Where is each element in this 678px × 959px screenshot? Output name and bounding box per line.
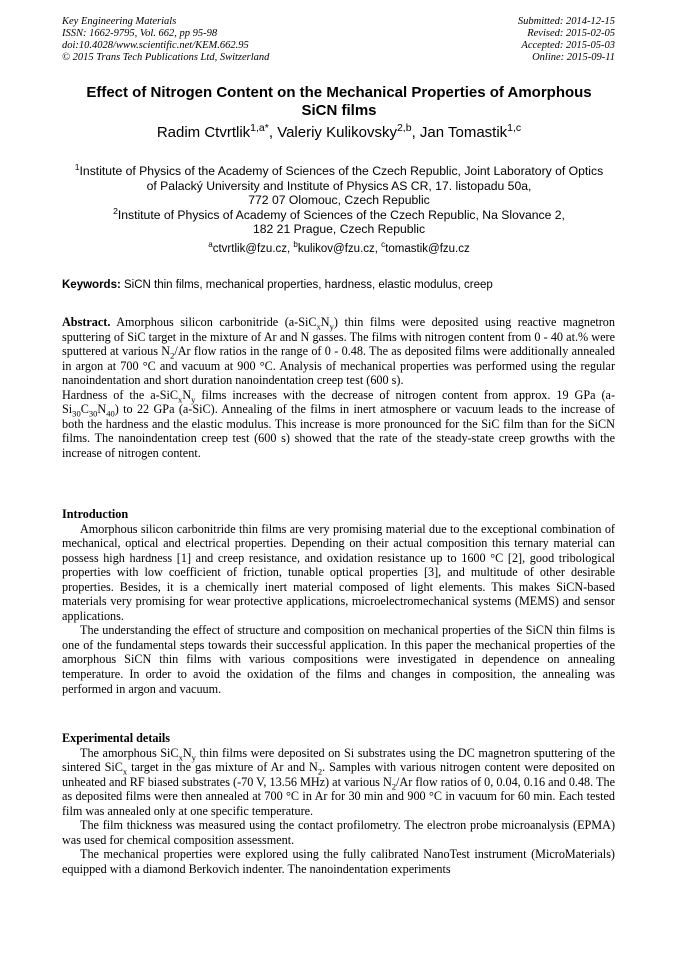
affiliation-2-line-1 [50,205,628,223]
affil-text: Institute of Physics of the Academy of Sciences of the Czech Republic, Joint Laboratory of Optics [79,164,604,178]
keywords [62,278,617,292]
doi-line: doi:10.4028/www.scientific.net/KEM.662.95 [62,40,249,51]
author-list: Radim Ctvrtlik$^{1,a*}$, Valeriy Kulikovsky$^{2,b}$, Jan Tomastik$^{1,c}$ [156,122,522,141]
affil-sup: 2 [113,205,118,216]
introduction-paragraph-2: The understanding the effect of structure and composition on mechanical properties of the SiCN thin films is one of the fundamental steps towards their successful application. In this paper the mechanical properties of the amorphous SiCN thin films with various compositions were investigated in dependence on annealing temperature. In order to avoid the oxidation of the films and changes in composition, the annealing was performed in argon and vacuum. [62,623,615,696]
abstract-text: ) thin films were deposited using reactive magnetron sputtering of SiC target in the mixture of Ar and N gasses. The films with nitrogen content from 0 - 40 at.% were sputtered at various N [62,315,615,359]
introduction-paragraph-1: Amorphous silicon carbonitride thin films are very promising material due to the exceptional combination of mechanical, optical and electrical properties. Depending on their actual composition this ternary material can possess high hardness [1] and creep resistance, and oxidation resistance up to 1600 °C [2], good tribological properties with low coefficient of friction, tunable optical properties [3], and multitude of other desirable properties. Besides, it is a chemically inert material composed of light elements. This makes SiCN-based materials very promising for wear protective applications, microelectromechanical systems (MEMS) and sensor applications. [62,521,615,623]
copyright-line: © 2015 Trans Tech Publications Ltd, Switzerland [62,52,270,63]
author-name: Valeriy Kulikovsky [277,124,397,141]
abstract-paragraph-2 [62,388,615,461]
email-link[interactable]: tomastik@fzu.cz [385,243,470,255]
introduction-section [62,507,615,696]
subscript: y [191,751,196,762]
subscript: y [329,321,334,332]
abstract-text: Hardness of the a-SiC [62,387,179,402]
affiliation-2-line-2: 182 21 Prague, Czech Republic [252,222,426,237]
body-text: target in the gas mixture of Ar and N [127,760,318,775]
affiliation-1-line-2: of Palacký University and Institute of Physics AS CR, 17. listopadu 50a, [146,178,532,193]
journal-name: Key Engineering Materials [62,16,177,27]
abstract-text: N [320,315,330,329]
subscript: x [316,321,321,332]
experimental-paragraph-2: The film thickness was measured using the contact profilometry. The electron probe microanalysis (EPMA) was used for chemical composition assessment. [62,818,615,847]
subscript: x [178,751,183,762]
author-affil-sup: 2,b [396,122,412,134]
abstract-text: C [80,402,89,417]
affiliation-1-line-1 [50,161,628,179]
title-line-2: SiCN films [301,102,377,119]
author-emails: $^a$ctvrtlik@fzu.cz, $^b$kulikov@fzu.cz, $^c$tomastik@fzu.cz [208,240,470,255]
subscript: y [191,394,196,405]
author-name: Radim Ctvrtlik [156,124,251,141]
subscript: 2 [391,781,397,792]
experimental-paragraph-3: The mechanical properties were explored using the fully calibrated NanoTest instrument (MicroMaterials) equipped with a diamond Berkovich indenter. The nanoindentation experiments [62,847,615,876]
email-sup: b [293,240,298,250]
experimental-section [62,731,615,876]
introduction-heading: Introduction [62,507,129,521]
abstract-text: /Ar flow ratios in the range of 0 - 0.48. The as deposited films were additionally annealed in argon at 700 °C and vacuum at 900 °C. Analysis of mechanical properties was performed using the regular nanoindentation and short duration nanoindentation creep test (600 s). [62,344,615,388]
abstract-label: Abstract. [62,315,111,329]
subscript: x [122,766,128,777]
submitted-date: Submitted: 2014-12-15 [517,16,615,27]
keywords-label: Keywords: [62,279,121,291]
subscript: 30 [88,408,98,419]
email-sup: c [381,240,386,250]
subscript: 30 [72,408,81,419]
journal-info [62,16,269,64]
abstract-text: N [182,387,192,402]
subscript: x [178,394,183,405]
abstract-text: ) to 22 GPa (a-SiC). Annealing of the films in inert atmosphere or vacuum leads to the increase of both the hardness and the elastic modulus. This increase is more pronounced for the SiC film than for the SiCN films. The nanoindentation creep test (600 s) showed that the rate of the steady-state creep growths with the increase of nitrogen content. [62,402,615,460]
paper-title [55,84,623,120]
abstract-section [62,315,615,460]
revised-date: Revised: 2015-02-05 [527,28,615,39]
title-line-1: Effect of Nitrogen Content on the Mechanical Properties of Amorphous [86,84,592,101]
body-text: /Ar flow ratios of 0, 0.04, 0.16 and 0.48. The as deposited films were then annealed at 700 °C in Ar for 30 min and 900 °C in vacuum for 60 min. Each tested film was annealed only at one specific temperature. [62,774,615,818]
subscript: 2 [170,350,175,361]
affiliation-1-line-3: 772 07 Olomouc, Czech Republic [248,193,430,208]
body-text: thin films were deposited on Si substrates using the DC magnetron sputtering of the sintered SiC [62,745,615,775]
body-text: . Samples with various nitrogen content were deposited on unheated and RF biased substrates (-70 V, 13.56 MHz) at various N [62,760,615,789]
abstract-text: Amorphous silicon carbonitride (a-SiC [116,315,317,329]
affiliations [50,161,628,237]
subscript: 2 [317,766,323,777]
abstract-paragraph-1 [62,315,615,388]
body-text: N [182,745,192,760]
author-affil-sup: 1,c [507,122,522,134]
publication-dates [518,16,615,64]
author-name: Jan Tomastik [419,124,508,141]
email-link[interactable]: kulikov@fzu.cz [297,243,375,255]
accepted-date: Accepted: 2015-05-03 [521,40,615,51]
affil-sup: 1 [74,161,80,172]
abstract-text: N [97,402,107,417]
keywords-text: SiCN thin films, mechanical properties, hardness, elastic modulus, creep [124,279,493,291]
abstract-text: films increases with the decrease of nitrogen content from approx. 19 GPa (a-Si [62,387,616,417]
author-affil-sup: 1,a* [250,122,269,134]
online-date: Online: 2015-09-11 [532,52,615,63]
email-link[interactable]: ctvrtlik@fzu.cz [212,243,288,255]
subscript: 40 [106,408,115,419]
affil-text: Institute of Physics of Academy of Sciences of the Czech Republic, Na Slovance 2, [117,207,565,222]
email-sup: a [208,240,213,250]
experimental-paragraph-1 [62,746,615,819]
experimental-heading: Experimental details [62,731,170,745]
issn-line: ISSN: 1662-9795, Vol. 662, pp 95-98 [62,28,218,39]
body-text: The amorphous SiC [80,745,179,760]
